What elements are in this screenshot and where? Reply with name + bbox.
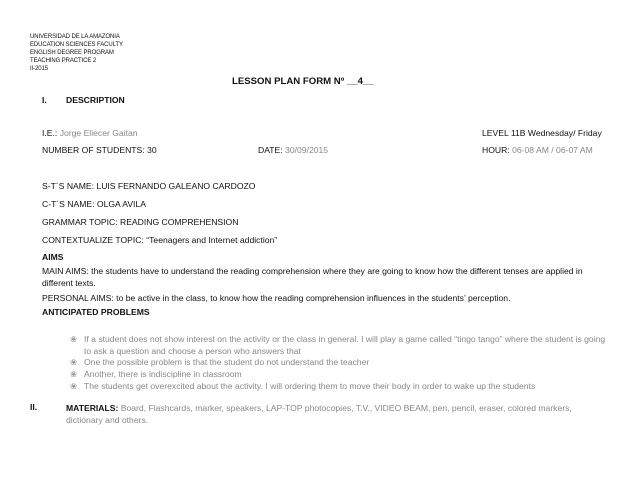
main-aims: MAIN AIMS: the students have to understand the reading comprehension where they are going to know how the different tenses are applied in different texts. xyxy=(42,266,583,288)
date-field xyxy=(258,145,328,155)
list-item: ❀ If a student does not show interest on the activity or the class in general. I will play a game called “tingo tango” where the student is going to ask a question and choose a person who answers that xyxy=(70,334,606,356)
hour-field xyxy=(482,145,593,155)
section-1-heading: DESCRIPTION xyxy=(66,95,125,105)
hour-value: 06-08 AM / 06-07 AM xyxy=(512,145,593,155)
date-label: DATE: xyxy=(258,145,283,155)
period-label: II-2015 xyxy=(30,66,48,72)
materials-label: MATERIALS: xyxy=(66,403,119,413)
bullet-icon: ❀ xyxy=(70,357,78,367)
level-field xyxy=(482,128,602,138)
students-value: 30 xyxy=(147,145,157,155)
personal-aims: PERSONAL AIMS: to be active in the class, to know how the reading comprehension influences in the students’ perception. xyxy=(42,293,511,303)
level-value: 11B Wednesday/ Friday xyxy=(510,128,602,138)
faculty-name: EDUCATION SCIENCES FACULTY xyxy=(30,42,123,48)
grammar-topic: GRAMMAR TOPIC: READING COMPREHENSION xyxy=(42,217,239,227)
aims-heading: AIMS xyxy=(42,252,64,262)
student-teacher-name: S-T´S NAME: LUIS FERNANDO GALEANO CARDOZO xyxy=(42,181,256,191)
list-item: ❀ One the possible problem is that the student do not understand the teacher xyxy=(70,357,370,367)
level-label: LEVEL xyxy=(482,128,509,138)
section-1-number: I. xyxy=(42,95,47,105)
list-item: ❀ The students get overexcited about the activity. I will ordering them to move their body in order to wake up the students xyxy=(70,381,536,391)
program-name: ENGLISH DEGREE PROGRAM xyxy=(30,50,114,56)
page-title: LESSON PLAN FORM Nº __4__ xyxy=(232,76,374,87)
institution-name: UNIVERSIDAD DE LA AMAZONIA xyxy=(30,34,120,40)
list-item: ❀ Another, there is indiscipline in classroom xyxy=(70,369,242,379)
students-label: NUMBER OF STUDENTS: xyxy=(42,145,145,155)
anticipated-problems-heading: ANTICIPATED PROBLEMS xyxy=(42,307,150,317)
date-value: 30/09/2015 xyxy=(285,145,329,155)
ie-value: Jorge Eliecer Gaitan xyxy=(59,128,138,138)
bullet-icon: ❀ xyxy=(70,334,78,344)
hour-label: HOUR: xyxy=(482,145,510,155)
contextualize-topic: CONTEXTUALIZE TOPIC: “Teenagers and Internet addiction” xyxy=(42,235,278,245)
ie-field xyxy=(42,128,138,138)
section-2-number: II. xyxy=(30,402,38,412)
materials-field xyxy=(66,402,586,426)
materials-list: Board, Flashcards, marker, speakers, LAP-TOP photocopies, T.V., VIDEO BEAM, pen, pencil, eraser, colored markers, dictionary and others. xyxy=(66,403,572,425)
ie-label: I.E.: xyxy=(42,128,58,138)
students-field xyxy=(42,145,157,155)
course-name: TEACHING PRACTICE 2 xyxy=(30,58,97,64)
bullet-icon: ❀ xyxy=(70,381,78,391)
bullet-icon: ❀ xyxy=(70,369,78,379)
cooperating-teacher-name: C-T´S NAME: OLGA AVILA xyxy=(42,199,146,209)
